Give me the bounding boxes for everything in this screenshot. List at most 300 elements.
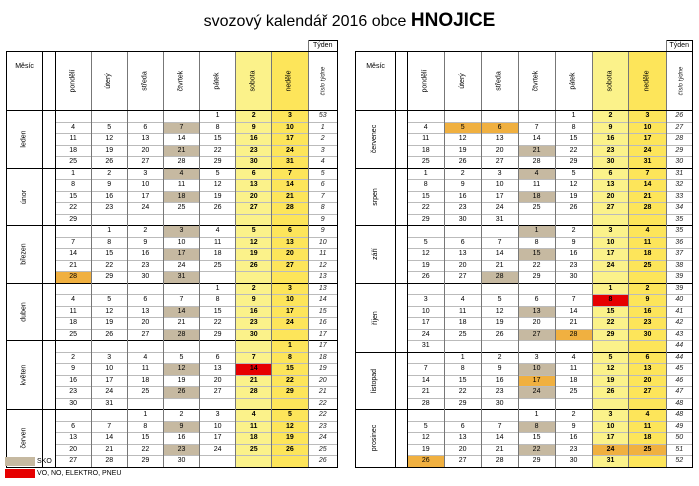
day-cell: 25 [555,387,592,399]
day-cell: 29 [91,272,127,284]
day-cell: 27 [236,203,272,215]
day-cell: 25 [55,329,91,341]
day-cell: 11 [444,306,481,318]
week-number-header: číslo týdne [666,52,693,111]
day-cell: 20 [55,444,91,456]
day-cell: 10 [163,237,199,249]
day-cell [200,456,236,468]
week-row [7,444,338,456]
day-cell: 24 [272,145,308,157]
day-cell: 18 [555,375,592,387]
day-cell: 17 [163,249,199,261]
day-cell: 25 [518,203,555,215]
day-cell: 1 [518,410,555,422]
day-cell [55,341,91,353]
day-cell [407,410,444,422]
day-cell [55,283,91,295]
day-header: čtvrtek [518,52,555,111]
day-cell: 19 [163,375,199,387]
day-cell [592,214,629,226]
day-cell: 30 [629,329,666,341]
day-cell [555,283,592,295]
day-cell: 6 [127,295,163,307]
day-cell: 19 [200,191,236,203]
day-cell: 30 [163,456,199,468]
day-cell [236,214,272,226]
day-cell: 12 [555,180,592,192]
day-cell: 26 [272,444,308,456]
day-cell: 27 [629,387,666,399]
day-cell: 2 [555,226,592,238]
day-cell: 25 [444,329,481,341]
day-cell: 11 [55,306,91,318]
day-cell [272,398,308,410]
week-row [7,387,338,399]
day-cell: 14 [163,134,199,146]
month-label: prosinec [356,410,396,468]
day-cell: 5 [407,421,444,433]
day-cell: 31 [407,341,444,353]
day-cell: 15 [444,375,481,387]
day-cell: 28 [163,329,199,341]
day-cell: 24 [592,444,629,456]
day-cell: 13 [592,180,629,192]
week-number: 50 [666,433,693,445]
week-row [7,203,338,215]
day-cell: 31 [629,157,666,169]
day-cell: 5 [555,168,592,180]
month-label: duben [7,283,43,341]
day-cell: 23 [555,260,592,272]
week-row [7,433,338,445]
day-cell: 4 [163,168,199,180]
day-cell: 20 [629,375,666,387]
week-number: 32 [666,180,693,192]
day-cell: 16 [163,433,199,445]
day-cell [272,456,308,468]
week-row [356,168,693,180]
day-cell: 1 [555,111,592,123]
week-row [7,341,338,353]
week-number: 2 [308,134,337,146]
day-cell: 14 [481,433,518,445]
day-cell: 12 [200,180,236,192]
day-cell: 10 [407,306,444,318]
day-cell: 15 [518,249,555,261]
day-cell: 2 [55,352,91,364]
day-cell: 8 [55,180,91,192]
day-cell: 24 [407,329,444,341]
day-cell: 20 [481,145,518,157]
day-cell [91,111,127,123]
day-cell: 30 [127,272,163,284]
day-cell: 27 [444,456,481,468]
day-cell: 16 [444,191,481,203]
day-cell: 10 [272,295,308,307]
day-cell: 21 [91,444,127,456]
day-cell: 23 [555,444,592,456]
day-cell: 5 [200,168,236,180]
day-cell: 17 [481,191,518,203]
day-cell: 29 [127,456,163,468]
day-cell: 1 [200,283,236,295]
legend-swatch-vo [5,469,35,478]
day-cell [236,272,272,284]
day-cell: 30 [236,157,272,169]
day-cell: 18 [518,191,555,203]
week-number: 25 [308,444,337,456]
day-cell [444,410,481,422]
day-cell: 11 [163,180,199,192]
day-cell: 17 [592,433,629,445]
day-cell [272,329,308,341]
month-label: březen [7,226,43,284]
week-number: 48 [666,398,693,410]
day-cell [163,214,199,226]
day-cell: 29 [407,214,444,226]
day-cell: 2 [629,283,666,295]
day-cell: 17 [91,375,127,387]
day-cell: 11 [127,364,163,376]
week-row [7,306,338,318]
day-cell: 8 [555,122,592,134]
day-cell: 17 [272,134,308,146]
day-cell: 19 [407,444,444,456]
day-cell: 9 [236,122,272,134]
day-cell [236,341,272,353]
day-cell: 14 [272,180,308,192]
day-cell: 12 [407,249,444,261]
day-cell: 22 [592,318,629,330]
day-cell [407,352,444,364]
day-header: sobota [236,52,272,111]
day-cell: 2 [91,168,127,180]
day-cell: 15 [91,249,127,261]
day-cell: 3 [481,168,518,180]
day-cell: 17 [592,249,629,261]
day-cell: 7 [55,237,91,249]
day-cell: 20 [200,375,236,387]
day-cell [518,341,555,353]
day-cell: 10 [518,364,555,376]
week-number: 13 [308,283,337,295]
day-cell: 29 [200,329,236,341]
day-cell: 29 [444,398,481,410]
day-cell: 18 [444,318,481,330]
day-cell: 2 [444,168,481,180]
week-number: 40 [666,295,693,307]
week-row [7,145,338,157]
day-cell: 26 [555,203,592,215]
day-cell: 23 [444,203,481,215]
month-label: listopad [356,352,396,410]
day-cell: 23 [592,145,629,157]
month-label: srpen [356,168,396,226]
week-row [356,226,693,238]
day-cell: 3 [592,410,629,422]
day-cell: 22 [555,145,592,157]
day-cell: 16 [592,134,629,146]
week-number: 45 [666,364,693,376]
day-cell: 19 [91,318,127,330]
day-cell: 23 [629,318,666,330]
day-cell: 30 [555,456,592,468]
day-cell: 24 [163,260,199,272]
day-cell [272,272,308,284]
week-row [356,111,693,123]
day-cell: 21 [481,260,518,272]
week-row [7,260,338,272]
day-cell: 5 [91,295,127,307]
day-cell: 3 [592,226,629,238]
week-number: 31 [666,168,693,180]
week-number: 10 [308,237,337,249]
day-header: úterý [91,52,127,111]
day-cell [163,283,199,295]
day-cell: 24 [481,203,518,215]
day-cell: 5 [444,122,481,134]
week-number: 43 [666,329,693,341]
day-cell: 13 [127,306,163,318]
day-header: pondělí [407,52,444,111]
week-row [7,364,338,376]
day-cell [518,398,555,410]
day-cell: 29 [555,157,592,169]
day-cell: 28 [272,203,308,215]
week-number: 15 [308,306,337,318]
day-cell: 4 [629,226,666,238]
day-cell [127,283,163,295]
week-row [7,283,338,295]
day-cell: 11 [629,421,666,433]
day-cell: 9 [555,421,592,433]
month-header: Měsíc [7,52,43,111]
day-cell: 26 [481,329,518,341]
day-cell: 12 [481,306,518,318]
day-cell: 31 [272,157,308,169]
day-cell: 4 [200,226,236,238]
week-number: 14 [308,295,337,307]
day-cell: 19 [407,260,444,272]
day-cell: 9 [91,180,127,192]
day-cell: 13 [444,433,481,445]
week-number: 19 [308,364,337,376]
legend-label: SKO [37,457,52,465]
day-cell: 18 [163,191,199,203]
day-cell [555,398,592,410]
day-cell: 26 [91,329,127,341]
day-cell: 8 [518,421,555,433]
day-cell: 12 [91,134,127,146]
day-cell: 3 [407,295,444,307]
week-row [7,410,338,422]
week-number: 5 [308,168,337,180]
day-cell: 9 [163,421,199,433]
day-cell [91,214,127,226]
day-cell: 13 [444,249,481,261]
week-number: 27 [666,122,693,134]
week-number: 34 [666,203,693,215]
day-cell [200,214,236,226]
day-cell: 20 [272,249,308,261]
day-cell: 24 [127,203,163,215]
day-cell: 19 [592,375,629,387]
week-number: 36 [666,237,693,249]
day-cell: 19 [555,191,592,203]
day-cell: 29 [518,456,555,468]
day-header: pátek [555,52,592,111]
day-cell: 3 [127,168,163,180]
day-cell: 10 [91,364,127,376]
day-cell: 4 [555,352,592,364]
day-cell: 4 [407,122,444,134]
day-cell: 3 [163,226,199,238]
day-cell: 19 [481,318,518,330]
day-cell: 9 [444,180,481,192]
day-cell: 7 [407,364,444,376]
day-cell: 5 [163,352,199,364]
day-cell: 11 [555,364,592,376]
day-cell: 6 [55,421,91,433]
day-cell: 20 [127,318,163,330]
day-cell: 4 [236,410,272,422]
week-number: 22 [308,410,337,422]
day-cell: 24 [91,387,127,399]
day-cell: 21 [55,260,91,272]
week-number: 9 [308,214,337,226]
day-cell: 13 [518,306,555,318]
day-cell: 25 [55,157,91,169]
week-number: 16 [308,318,337,330]
day-cell [91,283,127,295]
day-cell: 5 [407,237,444,249]
day-cell: 21 [163,145,199,157]
day-cell [91,341,127,353]
week-number: 29 [666,145,693,157]
day-cell: 17 [127,191,163,203]
day-cell: 23 [55,387,91,399]
day-cell: 16 [555,249,592,261]
day-cell: 7 [518,122,555,134]
day-header: pátek [200,52,236,111]
week-number: 9 [308,226,337,238]
day-header: středa [481,52,518,111]
day-cell: 1 [91,226,127,238]
day-cell [518,111,555,123]
day-cell: 3 [629,111,666,123]
week-number: 53 [308,111,337,123]
day-cell: 2 [236,283,272,295]
day-cell: 13 [629,364,666,376]
day-cell: 10 [272,122,308,134]
day-cell: 4 [55,122,91,134]
week-number: 42 [666,318,693,330]
week-number: 11 [308,249,337,261]
day-cell: 16 [629,306,666,318]
week-number: 26 [666,111,693,123]
day-cell: 2 [163,410,199,422]
week-number: 30 [666,157,693,169]
week-number: 26 [308,456,337,468]
day-cell: 15 [272,364,308,376]
day-cell: 8 [407,180,444,192]
day-cell: 16 [236,306,272,318]
day-cell: 31 [91,398,127,410]
day-cell [481,410,518,422]
day-cell: 14 [518,134,555,146]
day-cell: 16 [91,191,127,203]
week-number: 46 [666,375,693,387]
week-row [7,318,338,330]
day-cell: 22 [407,203,444,215]
day-cell: 21 [272,191,308,203]
day-cell: 10 [481,180,518,192]
day-cell: 13 [55,433,91,445]
day-cell: 13 [481,134,518,146]
day-cell: 27 [518,329,555,341]
day-cell: 25 [200,260,236,272]
week-row [7,226,338,238]
day-cell: 25 [163,203,199,215]
day-cell [163,398,199,410]
day-cell: 23 [236,145,272,157]
month-label: říjen [356,283,396,352]
week-number: 24 [308,433,337,445]
municipality-name: HNOJICE [410,10,496,31]
day-cell: 5 [236,226,272,238]
week-number: 4 [308,157,337,169]
day-cell [629,398,666,410]
day-cell: 11 [55,134,91,146]
day-cell: 22 [200,318,236,330]
day-cell [555,341,592,353]
legend [5,455,121,479]
day-cell [91,410,127,422]
day-cell: 5 [592,352,629,364]
day-cell: 11 [629,237,666,249]
day-cell: 24 [272,318,308,330]
day-cell: 26 [236,260,272,272]
day-cell: 2 [592,111,629,123]
day-cell: 26 [91,157,127,169]
day-cell [55,111,91,123]
day-cell: 8 [272,352,308,364]
day-cell: 12 [407,433,444,445]
day-cell: 7 [272,168,308,180]
week-row [7,180,338,192]
day-cell: 29 [55,214,91,226]
day-cell: 10 [200,421,236,433]
day-cell: 4 [444,295,481,307]
day-header: pondělí [55,52,91,111]
day-cell: 15 [55,191,91,203]
day-cell: 13 [236,180,272,192]
week-row [7,421,338,433]
day-cell [555,214,592,226]
day-cell [163,111,199,123]
day-cell: 3 [91,352,127,364]
day-cell: 10 [592,237,629,249]
day-header: úterý [444,52,481,111]
day-cell: 20 [127,145,163,157]
day-cell: 6 [444,421,481,433]
day-cell: 6 [272,226,308,238]
day-cell: 22 [200,145,236,157]
day-cell: 17 [200,433,236,445]
day-cell [127,214,163,226]
day-cell: 6 [629,352,666,364]
day-cell: 6 [127,122,163,134]
